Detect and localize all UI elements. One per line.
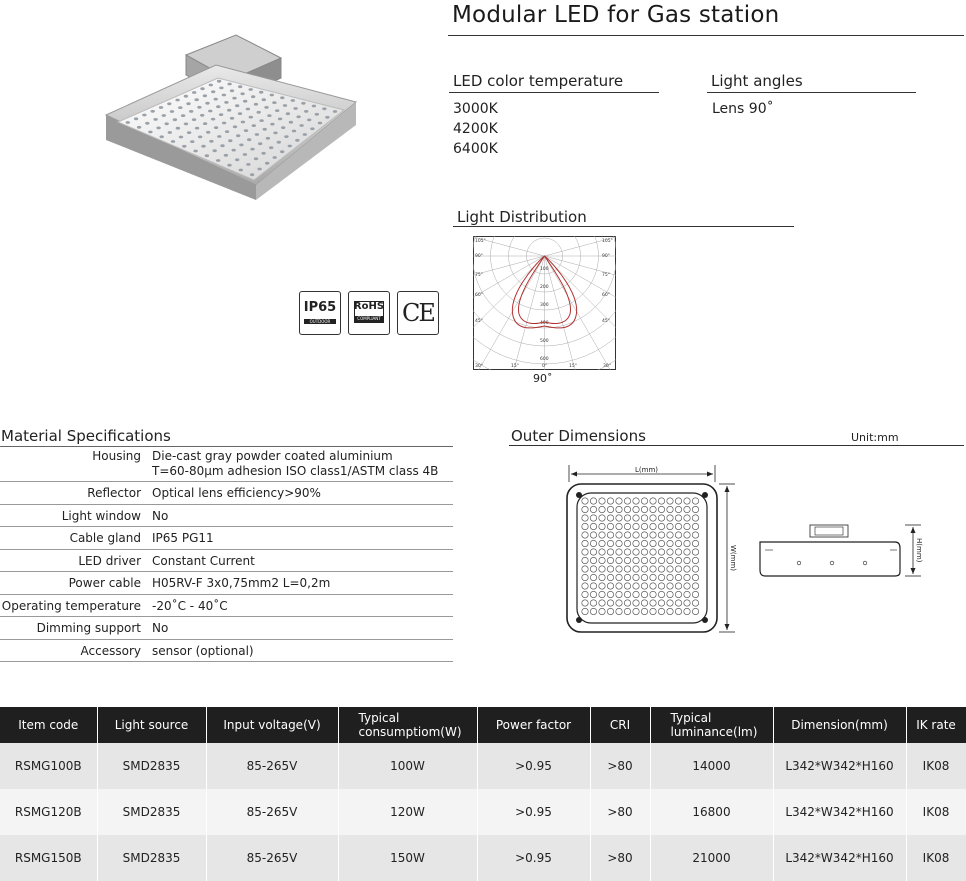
cell-luminance: 14000 xyxy=(650,743,773,789)
led-dot xyxy=(205,102,209,105)
led-dot xyxy=(219,113,223,116)
led-dot xyxy=(246,163,250,166)
led-dot xyxy=(303,133,307,136)
led-dot xyxy=(224,154,228,157)
led-dot xyxy=(137,126,141,129)
cell-light-source: SMD2835 xyxy=(97,835,206,881)
led-dot xyxy=(291,99,295,102)
distribution-angle-label: 90˚ xyxy=(533,372,553,385)
col-item-code: Item code xyxy=(0,707,97,743)
led-dot xyxy=(243,153,247,156)
led-dot xyxy=(160,135,164,138)
col-consumption-line1: Typical xyxy=(358,711,400,725)
light-distribution-heading: Light Distribution xyxy=(457,208,587,226)
led-dot xyxy=(232,149,236,152)
led-dot xyxy=(288,145,292,148)
led-dot xyxy=(273,156,277,159)
led-dot xyxy=(195,98,199,101)
cell-item-code: RSMG100B xyxy=(0,743,97,789)
cell-item-code: RSMG120B xyxy=(0,789,97,835)
led-dot xyxy=(262,98,266,101)
led-dot xyxy=(162,114,166,117)
ce-badge xyxy=(397,291,439,335)
spec-key: Dimming support xyxy=(0,617,147,640)
page-title: Modular LED for Gas station xyxy=(452,2,780,28)
led-dot xyxy=(241,121,245,124)
led-dot xyxy=(238,85,242,88)
cell-ik-rate: IK08 xyxy=(906,835,966,881)
cell-dimension: L342*W342*H160 xyxy=(773,743,906,789)
cell-cri: >80 xyxy=(590,789,650,835)
col-luminance-line1: Typical xyxy=(670,711,712,725)
led-dot xyxy=(325,116,329,119)
led-dot xyxy=(235,158,239,161)
led-dot xyxy=(259,119,263,122)
outer-dimensions-heading: Outer Dimensions xyxy=(511,427,646,445)
material-heading: Material Specifications xyxy=(1,427,171,445)
led-dot xyxy=(307,119,311,122)
led-dot xyxy=(225,130,229,133)
led-dot xyxy=(277,141,281,144)
spec-value: No xyxy=(147,617,453,640)
led-dot xyxy=(283,104,287,107)
led-dot xyxy=(243,100,247,103)
spec-row xyxy=(0,482,453,505)
led-dot xyxy=(251,95,255,98)
polar-distribution-chart xyxy=(473,236,616,370)
rohs-badge xyxy=(348,291,390,335)
led-dot xyxy=(275,109,279,112)
led-dot xyxy=(239,144,243,147)
spec-row xyxy=(0,640,453,662)
ip65-text: IP65 xyxy=(303,300,337,315)
cell-voltage: 85-265V xyxy=(206,835,338,881)
led-dot xyxy=(176,127,180,130)
width-label: W(mm) xyxy=(729,545,737,572)
rohs-text: RoHS xyxy=(353,301,385,312)
led-dot xyxy=(252,124,256,127)
table-row xyxy=(0,835,966,881)
cell-cri: >80 xyxy=(590,835,650,881)
led-dot xyxy=(201,145,205,148)
led-dot xyxy=(254,157,258,160)
cell-item-code: RSMG150B xyxy=(0,835,97,881)
spec-value: sensor (optional) xyxy=(147,640,453,662)
cell-light-source: SMD2835 xyxy=(97,789,206,835)
angle-tick-left: 75° xyxy=(475,273,483,278)
led-dot xyxy=(148,131,152,134)
angle-tick-right: 105° xyxy=(602,239,613,244)
cell-power: 120W xyxy=(338,789,477,835)
led-dot xyxy=(250,173,254,176)
led-dot xyxy=(224,101,228,104)
col-power-factor: Power factor xyxy=(477,707,590,743)
color-temperature-rule xyxy=(449,92,659,93)
led-dot xyxy=(312,105,316,108)
unit-label: Unit:mm xyxy=(851,431,899,444)
led-dot xyxy=(198,136,202,139)
led-dot xyxy=(189,110,193,113)
led-dot xyxy=(281,126,285,129)
led-dot xyxy=(214,98,218,101)
spec-row xyxy=(0,572,453,595)
led-dot xyxy=(203,122,207,125)
led-dot xyxy=(217,135,221,138)
led-dot xyxy=(175,99,179,102)
spec-key: LED driver xyxy=(0,550,147,572)
led-dot xyxy=(257,111,261,114)
led-dot xyxy=(249,116,253,119)
ip65-subtext: OUTDOOR RATED xyxy=(304,319,336,324)
color-temp-4200: 4200K xyxy=(453,121,498,137)
led-dot xyxy=(246,108,250,111)
col-ik-rate: IK rate xyxy=(906,707,966,743)
led-dot xyxy=(187,131,191,134)
led-dot xyxy=(219,87,223,90)
led-dot xyxy=(250,148,254,151)
col-luminance-line2: luminance(lm) xyxy=(670,725,758,739)
spec-key: Accessory xyxy=(0,640,147,662)
led-dot xyxy=(333,110,337,113)
led-dot xyxy=(257,168,261,171)
led-dot xyxy=(266,137,270,140)
led-dot xyxy=(206,131,210,134)
led-dot xyxy=(265,162,269,165)
length-label: L(mm) xyxy=(635,466,658,474)
led-dot xyxy=(195,127,199,130)
led-dot xyxy=(286,112,290,115)
led-dot xyxy=(197,106,201,109)
led-dot xyxy=(232,97,236,100)
title-divider xyxy=(448,35,964,36)
led-dot xyxy=(209,84,213,87)
angle-tick-right: 75° xyxy=(602,273,610,278)
col-light-source: Light source xyxy=(97,707,206,743)
cell-power: 100W xyxy=(338,743,477,789)
led-dot xyxy=(142,114,146,117)
led-dot xyxy=(165,122,169,125)
angle-tick-bottom: 0° xyxy=(542,364,548,369)
led-dot xyxy=(272,101,276,104)
led-dot xyxy=(293,107,297,110)
cell-luminance: 16800 xyxy=(650,789,773,835)
spec-value: Optical lens efficiency>90% xyxy=(147,482,453,505)
led-dot xyxy=(284,135,288,138)
spec-value xyxy=(147,447,453,482)
led-dot xyxy=(171,140,175,143)
led-dot xyxy=(179,136,183,139)
led-dot xyxy=(239,169,243,172)
angle-tick-left: 90° xyxy=(475,254,483,259)
radial-tick: 200 xyxy=(540,285,549,290)
led-dot xyxy=(168,131,172,134)
led-dot xyxy=(211,90,215,93)
led-dot xyxy=(151,110,155,113)
cell-light-source: SMD2835 xyxy=(97,743,206,789)
led-dot xyxy=(240,92,244,95)
led-dot xyxy=(235,104,239,107)
spec-key: Operating temperature xyxy=(0,595,147,617)
spec-row-housing xyxy=(0,447,453,482)
led-dot xyxy=(222,122,226,125)
angle-tick-bottom: 15° xyxy=(569,364,577,369)
led-dot xyxy=(153,118,157,121)
led-dot xyxy=(315,113,319,116)
led-dot xyxy=(292,130,296,133)
led-dot xyxy=(296,115,300,118)
led-dot xyxy=(259,91,263,94)
led-dot xyxy=(280,150,284,153)
height-label: H(mm) xyxy=(915,538,923,563)
cell-luminance: 21000 xyxy=(650,835,773,881)
led-dot xyxy=(273,132,277,135)
cell-voltage: 85-265V xyxy=(206,743,338,789)
spec-value-line2: T=60-80μm adhesion ISO class1/ASTM class 4B xyxy=(152,464,439,478)
led-dot xyxy=(213,149,217,152)
light-angles-rule xyxy=(707,92,916,93)
led-dot xyxy=(304,110,308,113)
angle-tick-bottom: 30° xyxy=(603,364,611,369)
led-dot xyxy=(244,129,248,132)
col-cri: CRI xyxy=(590,707,650,743)
spec-row xyxy=(0,550,453,572)
cell-dimension: L342*W342*H160 xyxy=(773,835,906,881)
led-dot xyxy=(184,95,188,98)
led-dot xyxy=(254,103,258,106)
cell-cri: >80 xyxy=(590,743,650,789)
led-dot xyxy=(186,102,190,105)
col-input-voltage: Input voltage(V) xyxy=(206,707,338,743)
led-dot xyxy=(209,140,213,143)
cell-power: 150W xyxy=(338,835,477,881)
radial-tick: 500 xyxy=(540,339,549,344)
led-dot xyxy=(270,94,274,97)
col-consumption-line2: consumptiom(W) xyxy=(358,725,462,739)
product-table xyxy=(0,707,966,881)
color-temperature-heading: LED color temperature xyxy=(453,72,624,90)
angle-tick-left: 45° xyxy=(475,319,483,324)
angle-tick-right: 60° xyxy=(602,293,610,298)
cell-ik-rate: IK08 xyxy=(906,743,966,789)
led-dot xyxy=(184,123,188,126)
spec-key: Power cable xyxy=(0,572,147,595)
color-temp-6400: 6400K xyxy=(453,141,498,157)
led-dot xyxy=(228,139,232,142)
led-dot xyxy=(280,96,284,99)
spec-value: -20˚C - 40˚C xyxy=(147,595,453,617)
led-dot xyxy=(156,127,160,130)
led-dot xyxy=(236,134,240,137)
led-dot xyxy=(193,150,197,153)
led-dot xyxy=(278,118,282,121)
led-dot xyxy=(264,106,268,109)
led-dot xyxy=(230,89,234,92)
product-table-header xyxy=(0,707,966,743)
led-dot xyxy=(227,83,231,86)
led-dot xyxy=(200,87,204,90)
led-dot xyxy=(238,112,242,115)
led-dot xyxy=(258,142,262,145)
table-row xyxy=(0,743,966,789)
led-dot xyxy=(167,102,171,105)
led-dot xyxy=(182,145,186,148)
light-angles-heading: Light angles xyxy=(711,72,803,90)
led-dot xyxy=(269,146,273,149)
led-dot xyxy=(295,139,299,142)
led-dot xyxy=(208,110,212,113)
light-distribution-rule xyxy=(453,226,794,227)
led-dot xyxy=(178,106,182,109)
led-dot xyxy=(310,127,314,130)
led-dot xyxy=(267,114,271,117)
led-dot xyxy=(222,94,226,97)
radial-tick: 300 xyxy=(540,303,549,308)
led-dot xyxy=(214,126,218,129)
led-dot xyxy=(200,114,204,117)
angle-tick-bottom: 30° xyxy=(475,364,483,369)
led-dot xyxy=(217,80,221,83)
spec-value-line1: Die-cast gray powder coated aluminium xyxy=(152,449,393,463)
led-dot xyxy=(211,118,215,121)
led-dot xyxy=(227,164,231,167)
radial-tick: 600 xyxy=(540,357,549,362)
led-dot xyxy=(192,91,196,94)
spec-value: No xyxy=(147,505,453,527)
spec-row xyxy=(0,617,453,640)
angle-tick-left: 60° xyxy=(475,293,483,298)
cell-ik-rate: IK08 xyxy=(906,789,966,835)
spec-row xyxy=(0,595,453,617)
dimension-drawing xyxy=(555,460,955,640)
led-dot xyxy=(170,110,174,113)
led-dot xyxy=(263,128,267,131)
rohs-subtext: COMPLIANT xyxy=(355,316,383,322)
led-dot xyxy=(192,118,196,121)
led-dot xyxy=(301,102,305,105)
color-temp-3000: 3000K xyxy=(453,101,498,117)
led-dot xyxy=(299,124,303,127)
cell-power-factor: >0.95 xyxy=(477,789,590,835)
spec-value: IP65 PG11 xyxy=(147,527,453,550)
col-luminance xyxy=(650,707,773,743)
spec-key: Reflector xyxy=(0,482,147,505)
cell-power-factor: >0.95 xyxy=(477,835,590,881)
cell-voltage: 85-265V xyxy=(206,789,338,835)
cell-dimension: L342*W342*H160 xyxy=(773,789,906,835)
table-row xyxy=(0,789,966,835)
spec-key: Housing xyxy=(0,447,147,482)
led-dot xyxy=(249,88,253,91)
spec-value: H05RV-F 3x0,75mm2 L=0,2m xyxy=(147,572,453,595)
led-dot xyxy=(203,94,207,97)
led-dot xyxy=(247,138,251,141)
led-dot xyxy=(216,159,220,162)
radial-tick: 400 xyxy=(540,321,549,326)
led-dot xyxy=(233,125,237,128)
led-dot xyxy=(145,122,149,125)
led-dot xyxy=(255,133,259,136)
outer-dimensions-rule xyxy=(509,445,964,446)
led-dot xyxy=(261,152,265,155)
radial-tick: 100 xyxy=(540,267,549,272)
led-dot xyxy=(216,105,220,108)
led-dot xyxy=(220,144,224,147)
led-dot xyxy=(270,123,274,126)
ce-text: CE xyxy=(402,299,434,327)
angle-tick-right: 90° xyxy=(602,254,610,259)
spec-row xyxy=(0,527,453,550)
spec-key: Cable gland xyxy=(0,527,147,550)
led-dot xyxy=(159,106,163,109)
led-dot xyxy=(227,109,231,112)
angle-tick-left: 105° xyxy=(475,239,486,244)
led-dot xyxy=(318,122,322,125)
material-spec-table xyxy=(0,446,453,662)
ip65-badge xyxy=(299,291,341,335)
col-consumption xyxy=(338,707,477,743)
angle-tick-bottom: 15° xyxy=(511,364,519,369)
led-dot xyxy=(230,117,234,120)
spec-key: Light window xyxy=(0,505,147,527)
led-dot xyxy=(126,121,130,124)
led-dot xyxy=(190,140,194,143)
led-dot xyxy=(173,118,177,121)
spec-value: Constant Current xyxy=(147,550,453,572)
led-dot xyxy=(289,121,293,124)
light-angle-value: Lens 90˚ xyxy=(712,101,774,117)
product-image xyxy=(96,30,366,200)
spec-row xyxy=(0,505,453,527)
angle-tick-right: 45° xyxy=(602,319,610,324)
col-dimension: Dimension(mm) xyxy=(773,707,906,743)
led-dot xyxy=(181,114,185,117)
led-dot xyxy=(322,107,326,110)
led-dot xyxy=(134,117,138,120)
cell-power-factor: >0.95 xyxy=(477,743,590,789)
led-dot xyxy=(205,154,209,157)
